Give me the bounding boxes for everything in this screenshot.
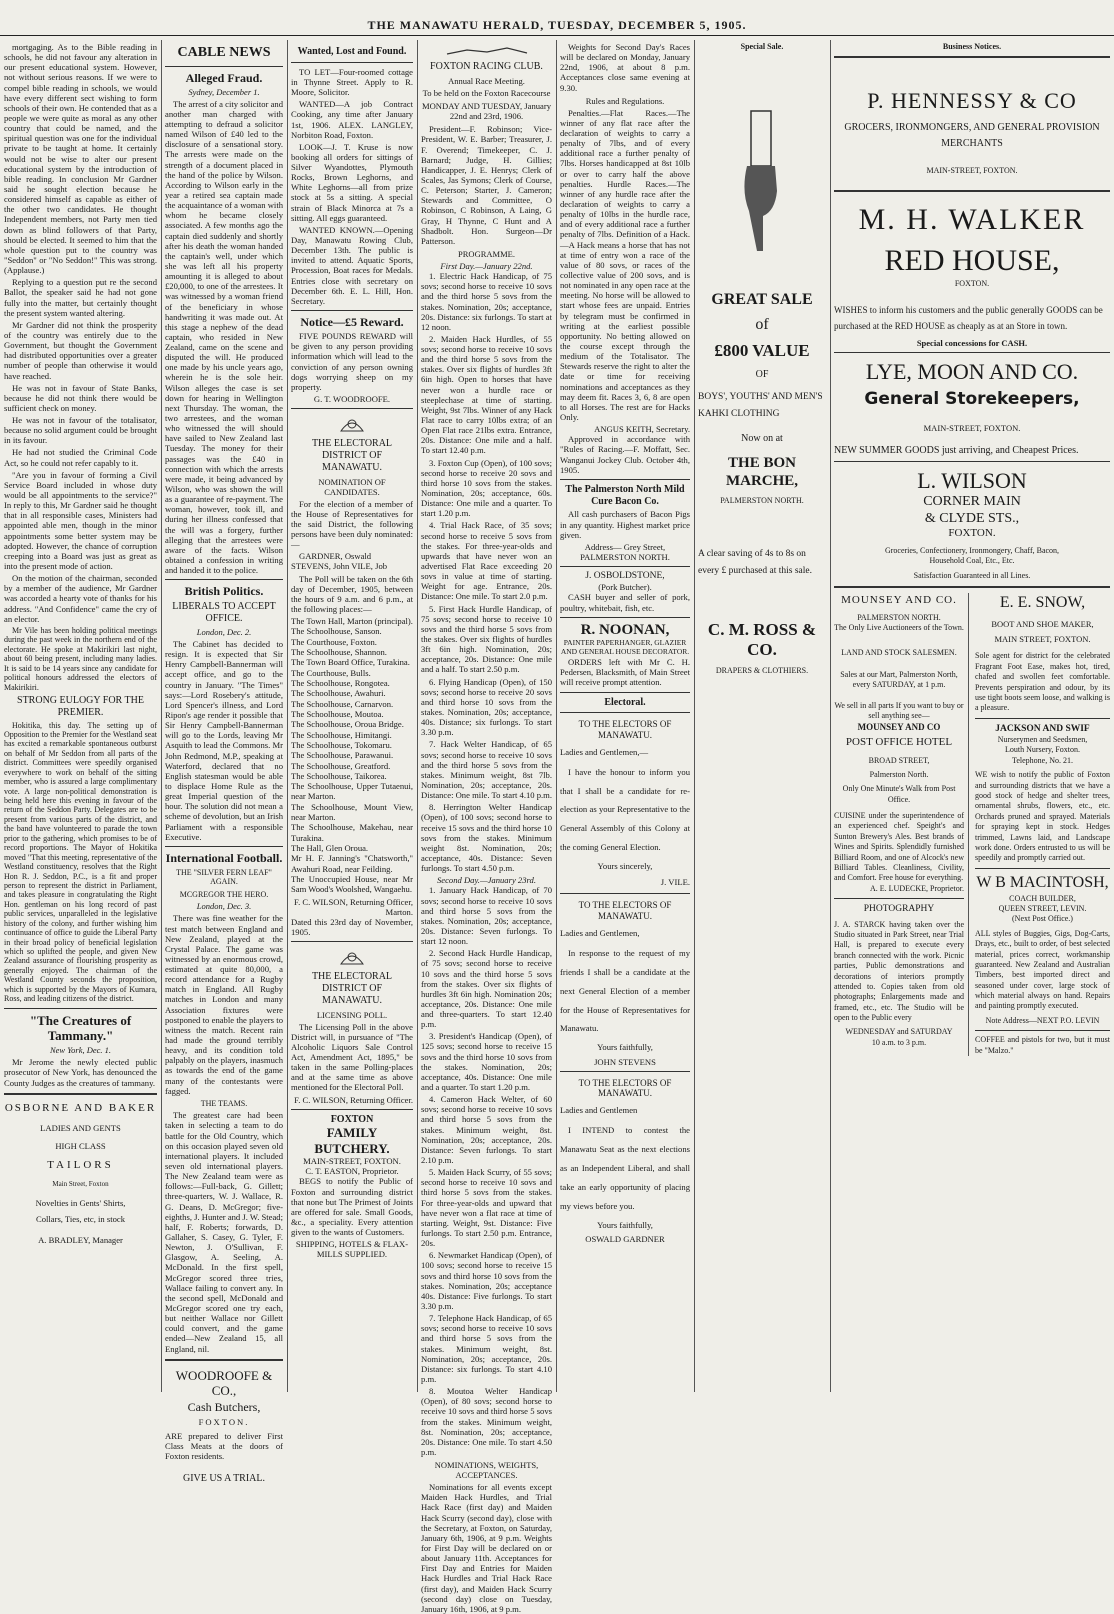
ad-line: (Pork Butcher).: [598, 582, 652, 593]
column-3: [291, 42, 413, 1392]
race-entry: 7. Telephone Hack Handicap, of 65 sovs; second horse to receive 10 sovs and third horse 5 sovs from the stakes. Minimum weight, 8st. Nomination, 20s; acceptance, 20s. Distance: six furlongs. To start 4.10 p.m.: [421, 1313, 552, 1384]
section-headline: Wanted, Lost and Found.: [297, 46, 407, 57]
sale-headline: GREAT SALE: [711, 291, 813, 309]
sale-saving: A clear saving of 4s to 8s on every £ purchased at this sale.: [698, 548, 812, 576]
ad-line: Only One Minute's Walk from Post Office.: [842, 784, 956, 804]
ad-line: MAIN STREET, FOXTON.: [994, 634, 1091, 645]
divider: [834, 461, 1110, 462]
store-name: C. M. ROSS & CO.: [707, 620, 817, 660]
sale-word: of: [755, 316, 769, 334]
race-entry: 3. President's Handicap (Open), of 125 sovs; second horse to receive 15 sovs and the third horse 10 sovs from the stakes. Nomination, 20s; acceptance, 40s. Distance: One mile and a quarter. To start 1.20 p.m.: [421, 1031, 552, 1093]
ad-line: Sales at our Mart, Palmerston North, every SATURDAY, at 1 p.m.: [840, 669, 958, 690]
column-rule: [287, 40, 288, 1392]
ad-line: GIVE US A TRIAL.: [182, 1473, 266, 1485]
column-2: [165, 42, 283, 1485]
divider: [560, 893, 690, 894]
race-entry: 5. Maiden Hack Scurry, of 55 sovs; second horse to receive 10 sovs and third horse 5 sovs from the stakes. For three-year-olds and upward that have never won a flat race at time of starting. Weight, 9st. Distance: Five furlongs. To start 2.50 p.m. Entrance, 20s.: [421, 1167, 552, 1249]
divider: [560, 617, 690, 618]
ad-text: ORDERS left with Mr C. H. Pedersen, Blacksmith, of Main Street will receive prompt attention.: [560, 657, 690, 688]
race-entry: 1. January Hack Handicap, of 70 sovs; second horse to receive 10 sovs and third horse 5 sovs from the stakes. Nomination, 20s; acceptance, 20s. Distance: Seven furlongs. To start 12 noon.: [421, 885, 552, 947]
store-location: PALMERSTON NORTH.: [720, 496, 804, 506]
divider: [291, 1109, 413, 1110]
article-paragraph: "Are you in favour of forming a Civil Service Board included in whose duty would be all appointments to the service?" In reply to this, Mr Gardner said he thought that in all responsible cases, Ministers had appointed able men, though in the minor appointments some better system may be adopted. However, the chance of corruption creeping into a Board was just as great as into the present mode of action.: [4, 469, 157, 572]
ad-line: Address— Grey Street, PALMERSTON NORTH.: [580, 541, 670, 562]
divider: [560, 1071, 690, 1072]
race-entry: 3. Foxton Cup (Open), of 100 sovs; second horse to receive 20 sovs and third horse 10 sovs from the stakes. Nomination, 20s; acceptance, 60s. Distance: One mile and a quarter. To start 1.20 p.m.: [421, 457, 552, 519]
article-subhead: THE TEAMS.: [200, 1098, 248, 1108]
race-entry: 2. Maiden Hack Hurdles, of 55 sovs; second horse to receive 10 sovs and the third horse 5 sovs from the stakes. Over six flights of hurdles 3ft 6in high. Open to horses that have never won a hurdle race or steeplechase at time of starting. Weight, 9st 7lbs. Winner of any Hack Flat race to carry 10lbs extra; of an Open Flat race 21lbs extra. Entrance, 20s. Distance: One mile and a half. To start 12.40 p.m.: [421, 333, 552, 456]
article-headline: British Politics.: [184, 584, 264, 599]
ad-line: Novelties in Gents' Shirts,: [35, 1198, 126, 1209]
polling-place: The Schoolhouse, Shannon.: [291, 647, 387, 658]
notice-close: Yours faithfully,: [597, 1219, 653, 1230]
masthead-rule: [0, 35, 1114, 36]
ad-line: TAILORS: [47, 1159, 114, 1171]
ad-title: The Palmerston North Mild Cure Bacon Co.: [565, 483, 685, 507]
dateline: Sydney, December 1.: [188, 86, 260, 97]
divider: [291, 62, 413, 63]
column-7: [834, 42, 1110, 1392]
classified-ad: TO LET—Four-roomed cottage in Thynne Street. Apply to R. Moore, Solicitor.: [291, 66, 413, 98]
notice-greeting: Ladies and Gentlemen: [560, 1104, 638, 1115]
store-name: THE BON MARCHE,: [725, 455, 799, 489]
article-paragraph: Mr Vile has been holding political meetings during the past week in the northern end of the electorate. He spoke at Makirikiri last night, about 60 being present, including many ladies. It is said to be 14 years since any candidate for political honours addressed the electors of Makirikiri.: [4, 625, 157, 692]
article-headline: "The Creatures of Tammany.": [29, 1012, 132, 1043]
ad-text: BEGS to notify the Public of Foxton and surrounding district that none but The Primest of Joints are offered for sale. Small Goods, &c., a speciality. Every attention given to the wants of Customers.: [291, 1176, 413, 1238]
article-subhead: LIBERALS TO ACCEPT OFFICE.: [172, 601, 276, 625]
ad-subtitle: General Storekeepers,: [864, 389, 1080, 410]
ad-title: OSBORNE AND BAKER: [4, 1101, 157, 1114]
notice-text: FIVE POUNDS REWARD will be given to any person providing information which will lead to the conviction of any person owning dogs worrying sheep on my property.: [291, 331, 413, 392]
racehorse-icon: [437, 44, 537, 58]
ad-text: WISHES to inform his customers and the public generally GOODS can be purchased at the RED HOUSE as cheaply as at an Store in town.: [834, 305, 1103, 332]
ad-column-left: [834, 593, 969, 1057]
sale-word: OF: [755, 369, 769, 381]
polling-place: The Schoolhouse, Rongotea.: [291, 678, 390, 689]
polling-place: The Schoolhouse, Moutoa.: [291, 708, 384, 719]
article-paragraph: On the motion of the chairman, seconded by a member of the audience, Mr Gardner was accorded a hearty vote of thanks for his address. "And Confidence" came the cry of an elector.: [4, 573, 157, 624]
polling-place: The Town Board Office, Turakina.: [291, 657, 410, 668]
ad-line: COACH BUILDER,: [1009, 893, 1076, 903]
article-paragraph: He had not studied the Criminal Code Act, so he could not refer capably to it.: [4, 447, 157, 468]
divider: [975, 718, 1110, 719]
divider: [291, 941, 413, 942]
divider: [560, 479, 690, 480]
notice-text: I have the honour to inform you that I shall be a candidate for re-election as your Representative to the General Assembly of this Colony at the coming General Election.: [560, 766, 690, 853]
race-entry: 4. Trial Hack Race, of 35 sovs; second horse to receive 5 sovs from the stakes. For three-year-olds and upwards that have never won an advertised Flat Race exceeding 20 sovs in value at time of starting. Weight for age. Entrance, 20s. Distance: One mile. To start 2.0 p.m.: [421, 520, 552, 602]
ad-title: P. HENNESSY & CO: [867, 88, 1077, 114]
race-rules: Penalties.—Flat Races.—The winner of any flat race after the declaration of weights to carry a penalty of 7lbs, and of every additional race a further penalty of 7lbs. Horses handicapped at 8st 10lb or over to carry half the above penalties. Hurdle Races.—The winner of any hurdle race after the declaration of weights to carry a penalty of 10lbs in the hurdle race, and of every additional race a further penalty of 7lbs. Definition of a Hack.—A Hack means a horse that has not at time of entry won a race of the value of 80 sovs, or races of the collective value of 200 sovs, and is not nominated in any open race at the meeting. No horse will be allowed to start whose fees are unpaid. Entries by telegram must be confirmed in writing at the earliest possible opportunity. No betting allowed on the course except through the medium of the Totalisator. The Stewards reserve the right to alter the date or time for receiving nominations and acceptances as they may deem fit. Races 3, 6, 8 are open to all Horses. The rest are for Hacks Only.: [560, 107, 690, 422]
notice-text: I INTEND to contest the Manawatu Seat as the next elections as an Independent Liberal, and shall take an early opportunity of placing my views before you.: [560, 1125, 690, 1211]
polling-place: The Hall, Glen Oroua.: [291, 843, 369, 854]
ad-line: Main Street, Foxton: [52, 1179, 109, 1188]
article-paragraph: Mr Jerome the newly elected public prosecutor of New York, has denounced the County Judges as the creatures of tammany.: [4, 1057, 157, 1088]
polling-place: The Schoolhouse, Mount View, near Marton.: [291, 801, 413, 823]
race-entry: 8. Moutoa Welter Handicap (Open), of 80 sovs; second horse to receive 10 sovs and third horse 5 sovs from the stakes. Minimum weight, 8st. Nomination, 20s; acceptance, 20s. Distance: One mile. To start 4.50 p.m.: [421, 1386, 552, 1457]
notice-subhead: NOMINATION OF CANDIDATES.: [318, 476, 386, 497]
ad-line: Telephone, No. 21.: [1012, 755, 1073, 765]
race-entry: 5. First Hack Hurdle Handicap, of 75 sovs; second horse to receive 10 sovs and the third horse 5 sovs from the stakes. Over six flights of hurdles 3ft 6in high. Nomination, 20s; acceptance, 20s. Distance: One mile and a half. To start 2.50 p.m.: [421, 603, 552, 675]
ad-line: PALMERSTON NORTH.: [857, 612, 941, 622]
column-rule: [830, 40, 831, 1392]
ad-line: C. T. EASTON, Proprietor.: [305, 1166, 399, 1177]
ad-text: WE wish to notify the public of Foxton and surrounding districts that we have a good stock of hedge and shelter trees, ornamental shrubs, flowers, etc., etc. Orchards pruned and sprayed. Materials for spraying kept in stock. Hedges trimmed, Lawns laid, and Landscape work done. Orders entrusted to us will be speedily and promptly carried out.: [975, 770, 1110, 863]
notice-subhead: LICENSING POLL.: [316, 1009, 388, 1020]
polling-place: The Unoccupied House, near Mr Sam Wood's Woolshed, Wangaehu.: [291, 873, 413, 895]
ad-title: POST OFFICE HOTEL: [845, 736, 953, 749]
section-headline: CABLE NEWS: [177, 45, 271, 60]
article-paragraph: Replying to a question put re the second Ballot, the speaker said he had not gone fully into the matter, but certainly thought the present system wanted altering.: [4, 277, 157, 318]
ad-line: Louth Nursery, Foxton.: [1004, 745, 1081, 755]
returning-officer: F. C. WILSON, Returning Officer.: [294, 1094, 413, 1105]
section-subhead: Rules and Regulations.: [585, 95, 665, 106]
ad-title: M. H. WALKER: [858, 202, 1086, 236]
notice-greeting: Ladies and Gentlemen,—: [560, 746, 649, 757]
notice-signature: JOHN STEVENS: [594, 1056, 656, 1067]
column-rule: [417, 40, 418, 1392]
dateline: London, Dec. 3.: [196, 901, 252, 912]
notice-headline: THE ELECTORAL DISTRICT OF MANAWATU.: [311, 438, 393, 473]
race-entry: 6. Newmarket Handicap (Open), of 100 sovs; second horse to receive 15 sovs and third horse 10 sovs from the stakes. Nomination, 20s; acceptance 40s. Distance: Five furlongs. To start 3.30 p.m.: [421, 1250, 552, 1311]
column-label: Special Sale.: [740, 42, 784, 51]
divider: [834, 190, 1110, 192]
column-label: Business Notices.: [942, 42, 1002, 51]
race-entry: 4. Cameron Hack Welter, of 60 sovs; second horse to receive 10 sovs and third horse 5 sovs from the stakes. Minimum weight, 8st. Nomination, 20s; acceptance, 20s. Distance: Seven furlongs. To start 2.10 p.m.: [421, 1094, 552, 1166]
ad-text: Sole agent for district for the celebrated Fragrant Foot Ease, makes hot, tired, chafed and swollen feet comfortable. Prevents perspiration and odour, by its use tight boots seem loose, and walking is a pleasure.: [975, 651, 1110, 713]
ad-line: FOXTON.: [198, 1416, 250, 1427]
polling-place: The Schoolhouse, Himitangi.: [291, 729, 392, 740]
divider: [560, 712, 690, 713]
divider: [834, 56, 1110, 58]
notice-text: In response to the request of my friends I shall be a candidate at the next General Election of a member for the House of Representatives for Manawatu.: [560, 947, 690, 1034]
divider: [165, 1359, 283, 1361]
article-paragraph: Hokitika, this day. The setting up of Opposition to the Premier for the Westland seat has excited a remarkable spontaneous outburst on behalf of Mr Seddon from all parts of the district. Committees were speedily organised everywhere to work on behalf of the sitting member, who is assured a large complimentary vote. A large non-political demonstration is being held here this evening in favour of the return of the Seddon Party. Delegates are to be present from various parts of the district, and the band have volunteered to parade the town prior to the gathering, which promises to be of record proportions. The Mayor of Hokitika moved "That this meeting, representative of the Westland constituency, resolves that the Right Hon R. J. Seddon, P.C., is a fit and proper person to represent the district in Parliament, and takes pleasure in congratulating the Right Hon. gentleman on his long record of past public services, unparalleled in the legislative history of the colony, and further wishing him continuance of office to guide the Liberal Party in their broad policy of beneficial legislation which so uplifted the people, and given New Zealand assurance of flourishing prosperity as generally enjoyed. The chairman of the Westland County seconds the proposition, which is supported by the Mayors of Kumara, Ross, and leading citizens of the district.: [4, 720, 157, 1004]
polling-places: [291, 616, 413, 894]
divider: [291, 310, 413, 311]
ad-text: CUISINE under the superintendence of an experienced chef. Speight's and Sunton Brewery's Ales. Best brands of Wines and Spirits. Splendidly furnished Billiard Room, and one of Alcock's new Billiard Tables. Cleanliness, Civility, and Comfort. Free house for everything.: [834, 811, 964, 883]
ad-foxton-butchery: [291, 1114, 413, 1260]
article-paragraph: mortgaging. As to the Bible reading in schools, he did not favour any alteration in our present educational system. However, not without serious reasons. If we were to compel bible reading in schools, we would have every different sect wishing to form schools of their own. He contended that as a people we were quite as moral as any other country that could be named, and the spiritual question was one for the individual private to be taught at home. It certainly would not be wise to alter our present educational system by the introduction of bible reading. In conclusion Mr Gardner said he sought election because he considered himself as capable as either of the other two candidates. He thought Independent members, not Party men tied down as blind followers of that Party, should be elected. It seemed to him that the whole question put to the country was "Seddon" or "No Seddon!" This was strong. (Applause.): [4, 42, 157, 276]
polling-place: The Schoolhouse, Upper Tutaenui, near Marton.: [291, 781, 413, 802]
ad-line: ARE prepared to deliver First Class Meats at the doors of Foxton residents.: [165, 1430, 283, 1461]
column-rule: [556, 40, 557, 1392]
article-subhead: MCGREGOR THE HERO.: [179, 889, 269, 899]
signature: ANGUS KEITH, Secretary.: [594, 424, 690, 435]
race-day: Second Day.—January 23rd.: [437, 875, 536, 886]
section-subhead: NOMINATIONS, WEIGHTS, ACCEPTANCES.: [434, 1460, 539, 1481]
divider: [4, 1008, 157, 1009]
ad-title: FAMILY BUTCHERY.: [314, 1125, 390, 1156]
ad-line: Cash Butchers,: [187, 1400, 261, 1415]
article-headline: STRONG EULOGY FOR THE PREMIER.: [17, 694, 144, 718]
race-entry: 8. Herrington Welter Handicap (Open), of 100 sovs; second horse to receive 15 sovs and the third horse 10 sovs from the stakes. Minimum weight 8st. Nomination, 20s; acceptance, 40s. Distance: Seven furlongs. To start 4.50 p.m.: [421, 802, 552, 874]
ad-subtitle: GROCERS, IRONMONGERS, AND GENERAL PROVISION MERCHANTS: [844, 122, 1100, 150]
article-paragraph: There was fine weather for the test match between England and New Zealand, played at the Crystal Palace. The game was witnessed by an enormous crowd, estimated at quite 80,000, a record attendance for a Rugby match in England. All Rugby matches in London and many Association fixtures were postponed to enable the players to witness the match. Recent rain had made the ground terribly heavy, and its condition told palpably on the players, inasmuch as towards the end of the game many of the contestants were fagged.: [165, 913, 283, 1096]
ad-text: CASH buyer and seller of pork, poultry, whitebait, fish, etc.: [560, 592, 690, 613]
article-headline: International Football.: [165, 850, 283, 865]
ad-title: WOODROOFE & CO.,: [175, 1367, 273, 1399]
article-paragraph: Mr Gardner did not think the prosperity of the country was entirely due to the Government, but thought the Government had distributed opportunities over a greater number of people than otherwise it would have reached.: [4, 319, 157, 381]
column-1: [4, 42, 157, 1392]
ad-line: & CLYDE STS.,: [924, 510, 1020, 526]
store-subtitle: DRAPERS & CLOTHIERS.: [715, 666, 809, 676]
programme-heading: PROGRAMME.: [458, 248, 515, 259]
divider: [975, 868, 1110, 869]
ad-line: QUEEN STREET, LEVIN.: [998, 903, 1087, 913]
divider: [4, 1093, 157, 1095]
ad-text: NEW SUMMER GOODS just arriving, and Cheapest Prices.: [834, 445, 1079, 457]
ad-line: Collars, Ties, etc, in stock: [35, 1214, 126, 1225]
notice-text: For the election of a member of the House of Representatives for the said District, the following persons have been duly nominated:—: [291, 498, 413, 550]
ad-title: J. OSBOLDSTONE,: [585, 571, 665, 582]
polling-place: The Town Hall, Marton (principal).: [291, 616, 413, 627]
section-headline: Electoral.: [604, 696, 646, 708]
polling-place: The Schoolhouse, Carnarvon.: [291, 698, 394, 709]
ad-line: MOUNSEY AND CO: [857, 721, 941, 732]
classified-ad: WANTED KNOWN.—Opening Day, Manawatu Rowing Club, December 13th. The public is invited to attend. Aquatic Sports, Procession, Boat races for Medals. Entries close with secretary on December 6th. E. L. Hill, Hon. Secretary.: [291, 224, 413, 306]
ad-line: LADIES AND GENTS: [40, 1122, 121, 1133]
notice-headline: THE ELECTORAL DISTRICT OF MANAWATU.: [311, 971, 393, 1006]
article-paragraph: The Cabinet has decided to resign. It is expected that Sir Henry Campbell-Bannerman will accept office, and go to the country in January. "The Times" says:—Lord Rosebery's attitude, Lord Spencer's illness, and Lord Ripon's age render it possible that Sir Henry Campbell-Bannerman will go to the Lords, leaving Mr Asquith to lead the Commons. Mr John Redmond, M.P., speaking at Waterford, declared that no English statesman would be able to displace Home Rule as the great Imperial question of the hour. The solution did not mean a scheme of devolution, but an Irish Parliament with a responsible Executive.: [165, 639, 283, 842]
section-headline: FOXTON RACING CLUB.: [430, 61, 543, 72]
ad-line: PAINTER PAPERHANGER, GLAZIER AND GENERAL HOUSE DECORATOR.: [560, 638, 690, 657]
race-day: First Day.—January 22nd.: [440, 260, 533, 271]
ad-address: MAIN-STREET, FOXTON.: [923, 423, 1021, 434]
polling-place: Mr H. F. Janning's "Chatsworth," Awahuri Road, near Feilding.: [291, 853, 413, 874]
notice-headline: TO THE ELECTORS OF MANAWATU.: [578, 719, 672, 740]
pointing-hand-icon: [737, 111, 787, 261]
ad-text: Groceries, Confectionery, Ironmongery, Chaff, Bacon, Household Coal, Etc., Etc.: [884, 546, 1060, 565]
article-paragraph: The arrest of a city solicitor and another man charged with attempting to defraud a solicitor named Wilson of £40 led to the disclosure of a sensational story. The arrests were made on the strength of a document placed in the hand of the police by Wilson. According to Wilson early in the year a retired sea captain made the acquaintance of a woman with whom he became closely associated. A few months ago the captain died suddenly and shortly after his death the woman handed the captain's well, under which she was left all his property amounting it is alleged to about £20,000, to one of the arrestees. It was witnessed by a woman friend of the beneficiary in whose handwriting it was made out. At this stage a nephew of the dead captain, who resided in New Zealand, came on the scene and disputed the will. He produced one made by his uncle years ago, wherein he is the sole heir. Wilson alleges the case is set down for hearing in Wellington next Thursday. The woman, the two arrestees, and the woman who witnessed the will should have sailed to New Zealand last Tuesday. The money for their passages was the £40 in connection with which the arrests were made, it being advanced by Wilson, who was shown the will as a guarantee of re-payment. The woman, however, took ill, and during her illness confessed that the will was a forgery, further alleging that the arrestees were aware of the facts. Wilson obtained a confession in writing and handed it to the police.: [165, 98, 283, 576]
polling-place: The Schoolhouse, Sanson.: [291, 626, 382, 637]
masthead: THE MANAWATU HERALD, TUESDAY, DECEMBER 5, 1905.: [367, 18, 747, 32]
ad-title: LYE, MOON AND CO.: [865, 359, 1079, 385]
ad-line: 10 a.m. to 3 p.m.: [871, 1037, 927, 1047]
ad-title: W B MACINTOSH,: [976, 873, 1109, 891]
polling-place: The Schoolhouse, Oroua Bridge.: [291, 719, 404, 730]
candidate-list: GARDNER, Oswald STEVENS, John VILE, Job: [291, 551, 388, 572]
polling-place: The Schoolhouse, Tokomaru.: [291, 739, 392, 750]
ad-title: PHOTOGRAPHY: [863, 904, 935, 915]
column-rule: [694, 40, 695, 1392]
polling-place: The Schoolhouse, Awahuri.: [291, 688, 386, 699]
polling-place: The Schoolhouse, Taikorea.: [291, 770, 387, 781]
ad-title: JACKSON AND SWIF: [995, 723, 1090, 734]
sale-goods: BOYS', YOUTHS' AND MEN'S KAHKI CLOTHING: [698, 392, 823, 420]
column-4: [421, 42, 552, 1614]
notice-date: Dated this 23rd day of November, 1905.: [291, 916, 413, 937]
polling-place: The Courthouse, Bulls.: [291, 667, 371, 678]
ad-line: Palmerston North.: [869, 769, 929, 779]
ad-osborne-baker: [4, 1100, 157, 1247]
returning-officer: F. C. WILSON, Returning Officer, Marton.: [294, 896, 413, 917]
notice-signature: J. VILE.: [660, 877, 690, 888]
dateline: New York, Dec. 1.: [49, 1045, 112, 1056]
approval-note: Approved in accordance with "Rules of Racing.—F. Moffatt, Sec. Wanganui Jockey Club. October 4th, 1905.: [560, 434, 690, 475]
dateline: London, Dec. 2.: [196, 627, 252, 638]
ad-title: FOXTON: [330, 1113, 374, 1125]
ad-line: SHIPPING, HOTELS & FLAX-MILLS SUPPLIED.: [295, 1239, 409, 1260]
ad-title: MOUNSEY AND CO.: [841, 593, 957, 606]
polling-place: The Schoolhouse, Greatford.: [291, 760, 391, 771]
ad-line: MAIN-STREET, FOXTON.: [303, 1156, 401, 1167]
divider: [834, 352, 1110, 353]
intro-line: To be held on the Foxton Racecourse: [422, 87, 551, 98]
polling-place: The Courthouse, Foxton.: [291, 636, 377, 647]
sale-value: £800 VALUE: [714, 341, 810, 361]
race-entry: 2. Second Hack Hurdle Handicap, of 75 sovs; second horse to receive 10 sovs and the third horse 5 sovs from the stakes. Over six flights of hurdles 3ft 6in high. Nomination 20s; acceptance, 20s. Distance: One mile and three-quarters. To start 12.40 p.m.: [421, 948, 552, 1030]
divider: [560, 692, 690, 693]
notice-signature: G. T. WOODROOFE.: [313, 394, 391, 405]
ad-line: FOXTON.: [948, 527, 996, 540]
notice-text: The Poll will be taken on the 6th day of December, 1905, between the hours of 9 a.m. and 6 p.m., at the following places:—: [291, 573, 413, 614]
ad-line: A. E. LUDECKE, Proprietor.: [870, 883, 964, 893]
divider: [165, 579, 283, 580]
article-paragraph: He was not in favour of the totalisator, because no solid argument could be brought in its favour.: [4, 415, 157, 446]
article-paragraph: The greatest care had been taken in selecting a team to do battle for the Old Country, which on this occasion played seven old international players. It included seven old international players. The New Zealand team were as follows:—Full-back, G. Gillett; three-quarters, W. J. Wallace, R. G. Deans, D. McGregor; five-eighths, J. Hunter and J. W. Stead; half, F. Roberts; forwards, D. Gallaher, S. Casey, G. Tyler, F. Newton, J. O'Sullivan, F. Glasgow, A. Seeling, A. McDonald. In the first spell, McGregor scored three tries, Wallace failing to convert any. In the second spell, McDonald and McGregor scored one try each, but neither Wallace nor Gillett could convert, and the game ended—New Zealand 15, all England, nil.: [165, 1110, 283, 1354]
ad-line: We sell in all parts If you want to buy or sell anything see—: [834, 700, 964, 721]
divider: [291, 408, 413, 409]
column-5: [560, 42, 690, 1392]
divider: [975, 1030, 1110, 1031]
article-subhead: THE "SILVER FERN LEAF" AGAIN.: [176, 868, 272, 887]
ad-title: R. NOONAN,: [580, 621, 670, 638]
ad-column-right: [975, 593, 1110, 1057]
notice-greeting: Ladies and Gentlemen,: [560, 927, 640, 938]
notice-close: Yours faithfully,: [597, 1042, 653, 1053]
ad-line: BOOT AND SHOE MAKER,: [991, 619, 1094, 630]
race-entry: 1. Electric Hack Handicap, of 75 sovs; second horse to receive 10 sovs and the third horse 5 sovs from the stakes. Nomination, 20s; acceptance, 20s. Distance: six furlongs. To start at 12 noon.: [421, 271, 552, 332]
classified-ad: LOOK—J. T. Kruse is now booking all orders for sittings of Silver Wyandottes, Plymouth Rocks, Brown Leghorns, and White Leghorns—all from prize stock at 5s a sitting. A special strain of Black Minorca at 7s a sitting. All eggs guaranteed.: [291, 141, 413, 223]
article-paragraph: He was not in favour of State Banks, because he did not think there would be sufficient check on money.: [4, 382, 157, 413]
ad-address: MAIN-STREET, FOXTON.: [926, 166, 1018, 176]
ad-text: ALL styles of Buggies, Gigs, Dog-Carts, Drays, etc., built to order, of best selected material, prices correct, workmanship guaranteed. New Zealand and Australian Timbers, best imported direct and seasoned under cover, large stock of which material always on hand. Repairs and painting promptly executed.: [975, 928, 1110, 1011]
ad-line: HIGH CLASS: [55, 1140, 106, 1151]
divider: [834, 586, 1110, 588]
ad-text: All cash purchasers of Bacon Pigs in any quantity. Highest market price given.: [560, 509, 690, 540]
notice-headline: Notice—£5 Reward.: [300, 315, 404, 330]
ad-line: Note Address—NEXT P.O. LEVIN: [985, 1015, 1100, 1025]
classified-ad: WANTED—A job Contract Cooking, any time after January 1st, 1906. ALEX. LANGLEY, Norbiton Road, Foxton.: [291, 99, 413, 140]
race-entry: Nominations for all events except Maiden Hack Hurdles, and Trial Hack Race (first day) and Maiden Hack Scurry (second day), close with the Secretary, at Foxton, on Saturday, January 6th, 1906, at 9 p.m. Weights for First Day will be declared on or about January 11th. Acceptances for First Day and Entries for Maiden Hack Hurdles and Trial Hack Race (first day), and Maiden Hack Scurry (second day) close on Tuesday, January 16th, 1906, at 9 p.m.: [421, 1482, 552, 1614]
ad-text: COFFEE and pistols for two, but it must be "Malzo.": [975, 1035, 1110, 1055]
ad-title: E. E. SNOW,: [999, 593, 1086, 611]
ad-line: (Next Post Office.): [1012, 914, 1073, 924]
ad-location: FOXTON.: [954, 278, 990, 288]
ad-title: RED HOUSE,: [884, 244, 1060, 278]
ad-text: J. A. STARCK having taken over the Studio situated in Park Street, near Trial Hall, is prepared to execute every branch connected with the work. Picnic parties, Public demonstrations and decorations of interiors promptly attended to. Copies taken from old photographs; Enlargements made and framed, etc., etc. The Studio will be open to the Public every: [834, 919, 964, 1023]
ad-line: A. BRADLEY, Manager: [38, 1234, 123, 1245]
ad-line: BROAD STREET,: [868, 755, 930, 765]
ad-line: The Only Live Auctioneers of the Town.: [834, 623, 964, 633]
divider: [165, 846, 283, 847]
notice-signature: OSWALD GARDNER: [585, 1233, 665, 1244]
race-officers: President—F. Robinson; Vice-President, W. E. Barber; Treasurer, J. F. Overend; Timekeeper, C. J. Barnard; Judge, H. Gillies; Handicapper, J. E. Henrys; Clerk of Scales, Jas Symons; Clerk of Course, C. Peterson; Starter, J. Cameron; Stewards and Committee, O Robinson, C Robinson, A Laing, G Gray, H Thynne, C Hunt and A Shadbolt. Hon. Surgeon—Dr Patterson.: [421, 124, 552, 246]
column-6: [698, 42, 826, 1392]
race-entry: 6. Flying Handicap (Open), of 150 sovs; second horse to receive 20 sovs and third horse 10 sovs from the stakes. Nomination, 20s; acceptance, 40s. Distance; six furlongs. To start 3.30 p.m.: [421, 676, 552, 738]
ad-line: Nurserymen and Seedsmen,: [997, 735, 1088, 745]
ad-line: WEDNESDAY and SATURDAY: [845, 1027, 953, 1037]
polling-place: The Schoolhouse, Parawanui.: [291, 750, 394, 761]
polling-place: The Schoolhouse, Makehau, near Turakina.: [291, 822, 413, 843]
ad-text: Satisfaction Guaranteed in all Lines.: [913, 571, 1031, 581]
section-subhead: Annual Race Meeting.: [448, 75, 525, 86]
royal-crest-icon: [337, 413, 367, 435]
ad-line: LAND AND STOCK SALESMEN.: [841, 647, 957, 657]
ad-line: CORNER MAIN: [923, 494, 1021, 510]
sale-word: Now on at: [741, 433, 783, 445]
divider: [560, 566, 690, 567]
divider: [165, 66, 283, 67]
article-headline: Alleged Fraud.: [185, 70, 263, 85]
ad-woodroofe: [165, 1366, 283, 1487]
race-dates: MONDAY AND TUESDAY, January 22nd and 23rd, 1906.: [421, 100, 552, 122]
column-rule: [161, 40, 162, 1392]
notice-headline: TO THE ELECTORS OF MANAWATU.: [578, 900, 672, 922]
race-entry: 7. Hack Welter Handicap, of 65 sovs; second horse to receive 10 sovs and the third horse 5 sovs from the stakes. Minimum weight, 8st 7lb. Nomination, 20s; acceptance, 20s. Distance: One mile. To start 4.10 p.m.: [421, 739, 552, 801]
royal-crest-icon: [337, 946, 367, 968]
notice-headline: TO THE ELECTORS OF MANAWATU.: [578, 1077, 672, 1099]
divider: [834, 898, 964, 899]
ad-grid: [834, 593, 1110, 1057]
ad-title: L. WILSON: [917, 468, 1027, 494]
notice-close: Yours sincerely,: [597, 861, 653, 872]
ad-text: Special concessions for CASH.: [916, 338, 1028, 349]
notice-text: The Licensing Poll in the above District will, in pursuance of "The Alcoholic Liquors Sale Control Act, Amendment Act, 1895," be taken in the same Polling-places and at the same time as above mentioned for the Electoral Poll.: [291, 1021, 413, 1093]
race-entry: Weights for Second Day's Races will be declared on Monday, January 22nd, 1906, at about 8 p.m. Acceptances close same evening at 9.30.: [560, 42, 690, 93]
